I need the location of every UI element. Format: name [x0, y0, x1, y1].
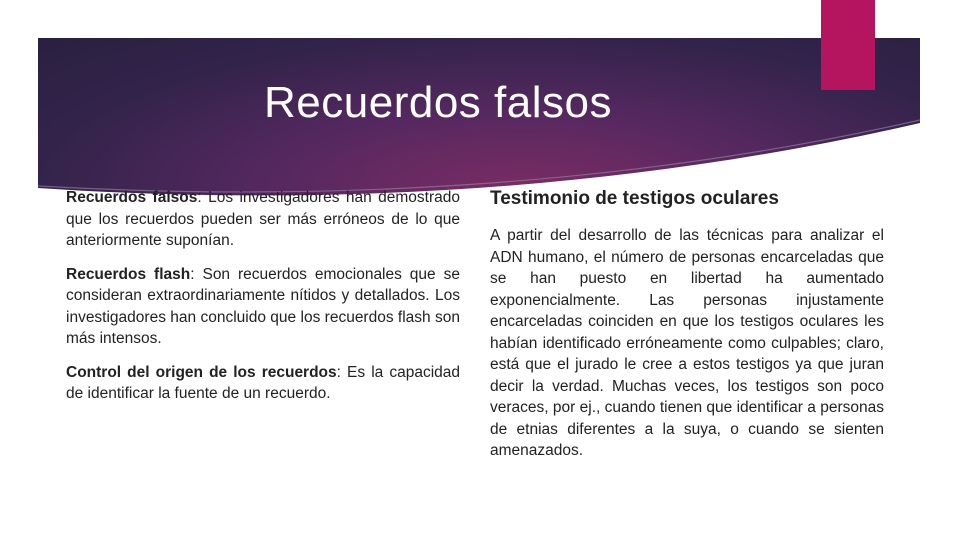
paragraph-recuerdos-falsos [66, 187, 460, 252]
term-recuerdos-falsos: Recuerdos falsos [66, 189, 198, 206]
right-column [490, 187, 884, 462]
paragraph-recuerdos-flash [66, 264, 460, 350]
definition-control-origen: : Es la capacidad de identificar la fuente de un recuerdo. [66, 363, 460, 402]
slide-title: Recuerdos falsos [264, 78, 612, 127]
accent-bar [821, 0, 875, 90]
term-control-origen: Control del origen de los recuerdos [66, 363, 337, 381]
paragraph-control-origen [66, 362, 460, 405]
definition-recuerdos-flash: : Son recuerdos emocionales que se consideran extraordinariamente nítidos y detallados. Los investigadores han concluido que los recuerdos flash son más intensos. [66, 265, 460, 347]
term-recuerdos-flash: Recuerdos flash [66, 265, 191, 283]
left-column [66, 187, 460, 417]
section-body: A partir del desarrollo de las técnicas para analizar el ADN humano, el número de personas encarceladas que se han puesto en libertad ha aumentado exponencialmente. Las personas injustamente encarceladas coinciden en que los testigos oculares les habían identificado erróneamente como culpables; claro, está que el jurado le cree a estos testigos ya que juran decir la verdad. Muchas veces, los testigos son poco veraces, por ej., cuando tienen que identificar a personas de etnias diferentes a la suya, o cuando se sienten amenazados. [490, 227, 884, 459]
definition-recuerdos-falsos: : Los investigadores han demostrado que los recuerdos pueden ser más erróneos de lo que anteriormente suponían. [66, 189, 461, 249]
section-heading: Testimonio de testigos oculares [490, 188, 779, 209]
